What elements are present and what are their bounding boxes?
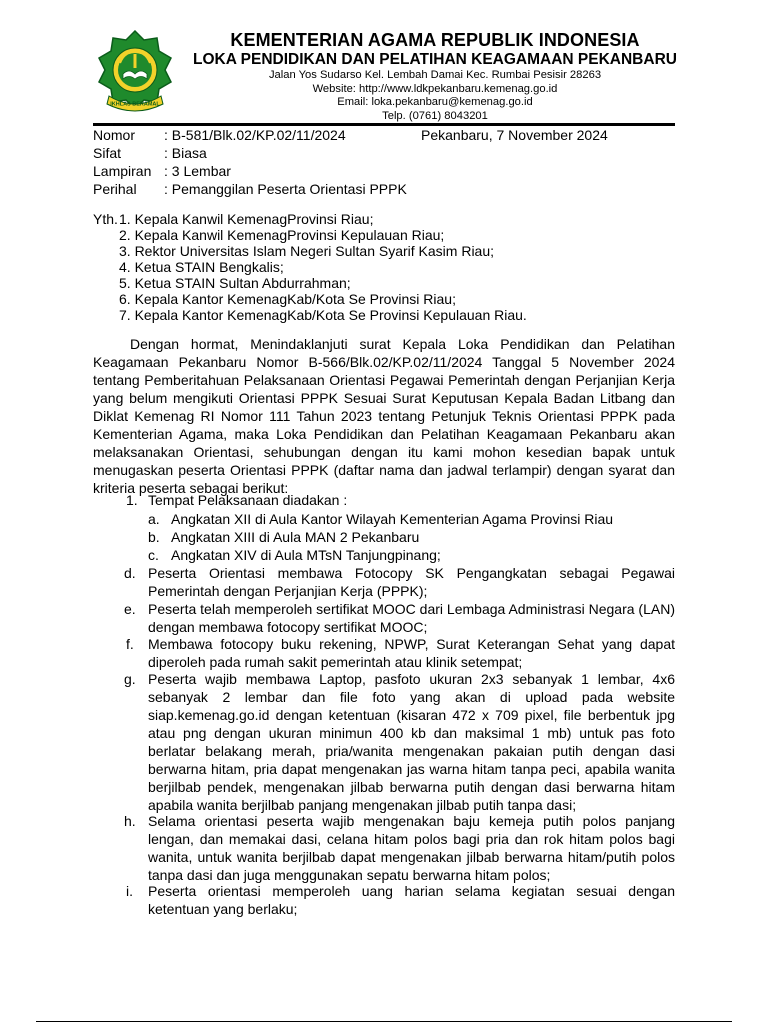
ministry-name: KEMENTERIAN AGAMA REPUBLIK INDONESIA (230, 30, 640, 50)
list-item-i: Peserta orientasi memperoleh uang harian selama kegiatan sesuai dengan ketentuan yang berlaku; (148, 883, 675, 917)
sifat-value: : Biasa (164, 145, 207, 161)
lampiran-value: : 3 Lembar (164, 163, 231, 179)
office-website: Website: http://www.ldkpekanbaru.kemenag.go.id (312, 82, 558, 95)
addressee-item: 7. Kepala Kantor KemenagKab/Kota Se Provinsi Kepulauan Riau. (119, 307, 527, 323)
addressee-item: 2. Kepala Kanwil KemenagProvinsi Kepulauan Riau; (119, 227, 445, 243)
page-bottom-rule (36, 1021, 732, 1022)
lampiran-label: Lampiran (93, 163, 152, 179)
sub-number: b. (148, 529, 160, 545)
intro-paragraph: Dengan hormat, Menindaklanjuti surat Kepala Loka Pendidikan dan Pelatihan Keagamaan Pekanbaru Nomor B-566/Blk.02/KP.02/11/2024 Tanggal 5 November 2024 tentang Pemberitahuan Pelaksanaan Orientasi Pegawai Pemerintah dengan Perjanjian Kerja yang belum mengikuti Orientasi PPPK Sesuai Surat Keputusan Kepala Badan Litbang dan Diklat Kemenag RI Nomor 111 Tahun 2023 tentang Petunjuk Teknis Orientasi PPPK pada Kementerian Agama, maka Loka Pendidikan dan Pelatihan Keagamaan Pekanbaru akan melaksanakan Orientasi, sehubungan dengan itu kami mohon kesedian bapak untuk menugaskan peserta Orientasi PPPK (daftar nama dan jadwal terlampir) dengan syarat dan kriteria peserta sebagai berikut: (93, 336, 675, 496)
nomor-value: : B-581/Blk.02/KP.02/11/2024 (164, 127, 346, 143)
addressee-item: 1. Kepala Kanwil KemenagProvinsi Riau; (119, 211, 374, 227)
addressee-item: 6. Kepala Kantor KemenagKab/Kota Se Provinsi Riau; (119, 291, 456, 307)
letterhead (170, 30, 700, 123)
addressee-prefix: Yth. (93, 211, 118, 227)
list-letter: g. (124, 671, 136, 687)
kemenag-logo-icon (93, 30, 177, 116)
list-item-venue: Tempat Pelaksanaan diadakan : (148, 492, 348, 508)
list-item-f: Membawa fotocopy buku rekening, NPWP, Surat Keterangan Sehat yang dapat diperoleh pada rumah sakit pemerintah atau klinik setempat; (148, 636, 675, 670)
perihal-label: Perihal (93, 181, 137, 197)
list-item-e: Peserta telah memperoleh sertifikat MOOC dari Lembaga Administrasi Negara (LAN) dengan membawa fotocopy sertifikat MOOC; (148, 601, 675, 635)
addressee-item: 5. Ketua STAIN Sultan Abdurrahman; (119, 275, 351, 291)
logo-ribbon-text: IKHLAS BERAMAL (110, 101, 160, 108)
list-letter: i. (126, 883, 133, 899)
sub-number: a. (148, 511, 160, 527)
sifat-label: Sifat (93, 145, 122, 161)
list-item-g: Peserta wajib membawa Laptop, pasfoto ukuran 2x3 sebanyak 1 lembar, 4x6 sebanyak 2 lembar dan file foto yang akan di upload pada website siap.kemenag.go.id dengan ketentuan (kisaran 472 x 709 pixel, file berbentuk jpg atau png dengan ukuran minimun 400 kb dan maksimal 1 mb) untuk pas foto berlatar belakang merah, pria/wanita mengenakan pakaian putih dengan dasi berwarna hitam, pria dapat mengenakan jas warna hitam tanpa peci, apabila wanita berjilbab pendek, mengenakan jilbab berwarna putih dengan dasi berwarna hitam apabila wanita berjilbab panjang mengenakan jilbab putih tanpa dasi; (148, 671, 675, 813)
nomor-label: Nomor (93, 127, 136, 143)
sub-item: Angkatan XII di Aula Kantor Wilayah Kementerian Agama Provinsi Riau (171, 511, 614, 527)
list-letter: e. (124, 601, 136, 617)
list-letter: d. (124, 565, 136, 581)
list-item-d: Peserta Orientasi membawa Fotocopy SK Pengangkatan sebagai Pegawai Pemerintah dengan Perjanjian Kerja (PPPK); (148, 565, 675, 599)
sub-number: c. (148, 547, 159, 563)
perihal-value: : Pemanggilan Peserta Orientasi PPPK (164, 181, 407, 197)
office-name: LOKA PENDIDIKAN DAN PELATIHAN KEAGAMAAN PEKANBARU (193, 51, 677, 68)
addressee-item: 4. Ketua STAIN Bengkalis; (119, 259, 284, 275)
office-address: Jalan Yos Sudarso Kel. Lembah Damai Kec. Rumbai Pesisir 28263 (268, 69, 602, 81)
sub-item: Angkatan XIII di Aula MAN 2 Pekanbaru (171, 529, 420, 545)
addressee-item: 3. Rektor Universitas Islam Negeri Sultan Syarif Kasim Riau; (119, 243, 495, 259)
letter-date: Pekanbaru, 7 November 2024 (421, 127, 608, 143)
sub-item: Angkatan XIV di Aula MTsN Tanjungpinang; (171, 547, 441, 563)
letterhead-divider (93, 123, 675, 126)
office-phone: Telp. (0761) 8043201 (382, 109, 488, 122)
list-item-h: Selama orientasi peserta wajib mengenakan baju kemeja putih polos panjang lengan, dan memakai dasi, celana hitam polos bagi pria dan rok hitam polos bagi wanita, untuk wanita berjilbab dapat mengenakan jilbab berwarna hitam/putih polos tanpa dasi dan juga menggunakan sepatu berwarna hitam polos; (148, 813, 675, 883)
list-letter: f. (126, 636, 134, 652)
office-email: Email: loka.pekanbaru@kemenag.go.id (337, 96, 533, 109)
list-letter: h. (124, 813, 136, 829)
list-number: 1. (126, 492, 138, 508)
